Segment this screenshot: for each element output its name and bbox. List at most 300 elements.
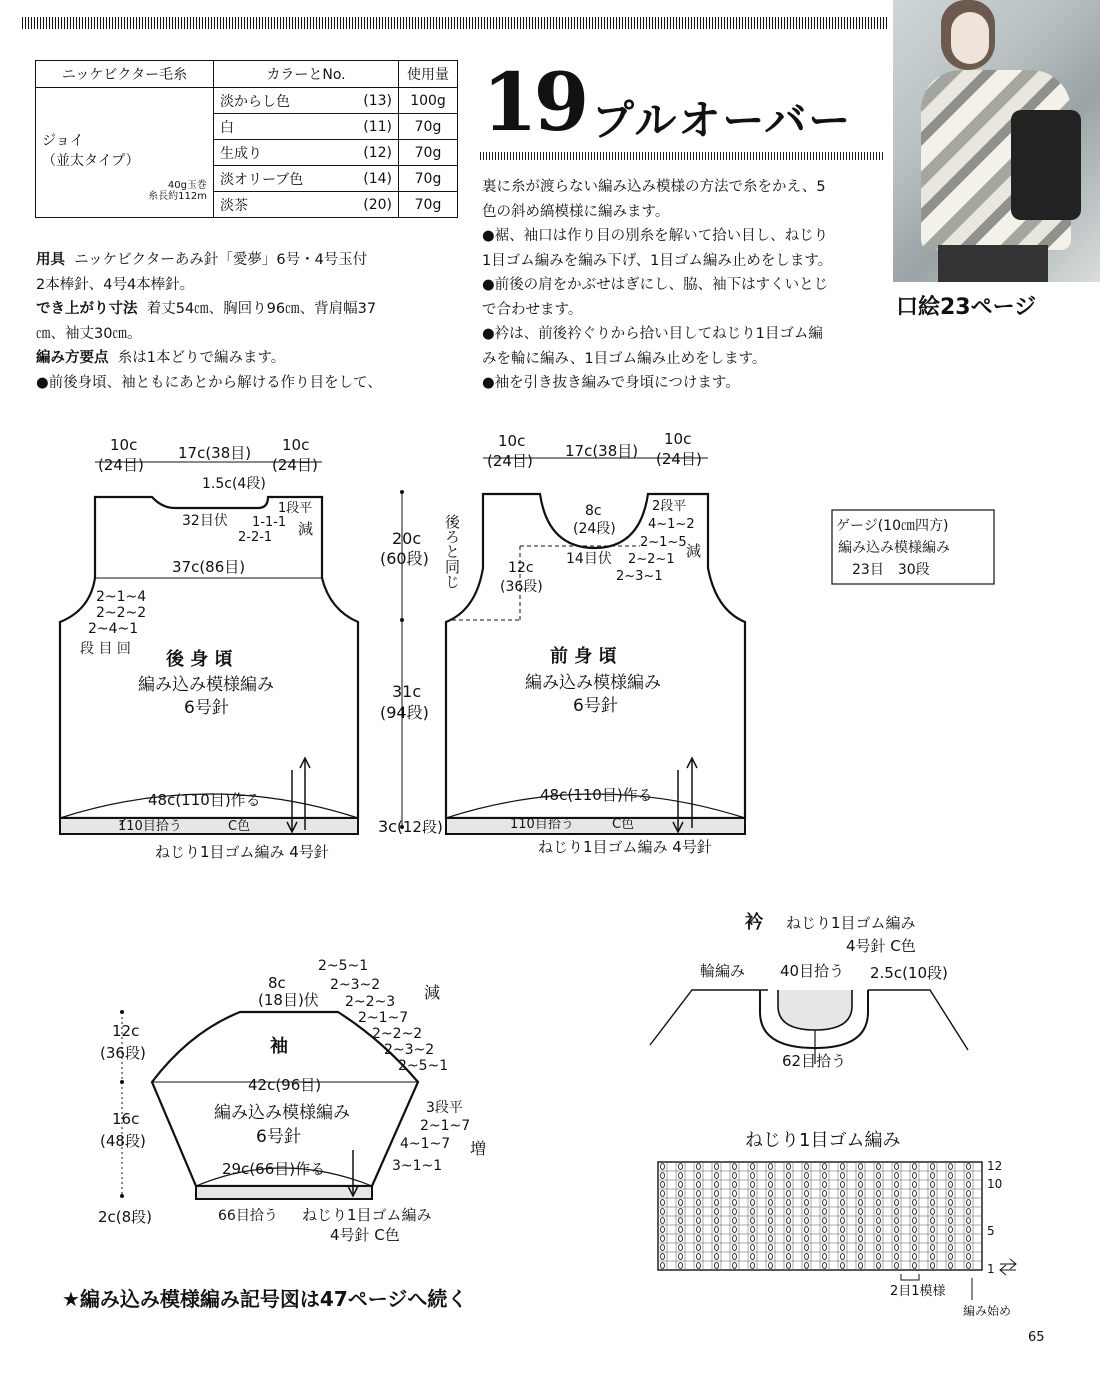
rib-chart-repeat: 2目1模様 <box>890 1284 946 1299</box>
twisted-knit-symbol <box>859 1227 863 1233</box>
twisted-knit-symbol <box>913 1209 917 1215</box>
front-neck-w: 8c <box>585 503 602 519</box>
twisted-knit-symbol <box>715 1209 719 1215</box>
twisted-knit-symbol <box>931 1227 935 1233</box>
twisted-knit-symbol <box>679 1209 683 1215</box>
sleeve-inc-2: 2~1~7 <box>420 1118 471 1134</box>
rib-chart-title: ねじり1目ゴム編み <box>745 1130 901 1151</box>
twisted-knit-symbol <box>679 1218 683 1224</box>
frontispiece-ref: 口絵23ページ <box>896 295 1037 320</box>
twisted-knit-symbol <box>949 1227 953 1233</box>
twisted-knit-symbol <box>823 1227 827 1233</box>
twisted-knit-symbol <box>823 1218 827 1224</box>
sleeve-dec-1: 2~5~1 <box>318 958 369 974</box>
twisted-knit-symbol <box>877 1209 881 1215</box>
twisted-knit-symbol <box>751 1209 755 1215</box>
twisted-knit-symbol <box>787 1236 791 1242</box>
twisted-knit-symbol <box>877 1200 881 1206</box>
back-width: 37c(86目) <box>172 558 246 576</box>
twisted-knit-symbol <box>769 1164 773 1170</box>
page-title: プルオーバー <box>592 96 853 145</box>
sleeve-pick-up: 66目拾う <box>218 1208 278 1224</box>
back-neck-bind: 32目伏 <box>182 513 228 529</box>
twisted-knit-symbol <box>949 1209 953 1215</box>
back-shoulder-right-sts: (24目) <box>272 456 318 474</box>
color-amount: 70g <box>399 140 458 166</box>
gauge-line1: 編み込み模様編み <box>838 540 950 556</box>
twisted-knit-symbol <box>841 1173 845 1179</box>
twisted-knit-symbol <box>805 1227 809 1233</box>
collar-back-pick: 40目拾う <box>780 962 845 980</box>
twisted-knit-symbol <box>859 1200 863 1206</box>
sleeve-dec-2: 2~3~2 <box>330 977 381 993</box>
twisted-knit-symbol <box>931 1263 935 1269</box>
color-no: (14) <box>346 166 399 192</box>
twisted-knit-symbol <box>733 1236 737 1242</box>
twisted-knit-symbol <box>805 1218 809 1224</box>
twisted-knit-symbol <box>931 1254 935 1260</box>
twisted-knit-symbol <box>841 1200 845 1206</box>
twisted-knit-symbol <box>967 1236 971 1242</box>
back-shoulder-left: 10c <box>110 436 138 454</box>
pattern-number: 19 <box>482 55 586 149</box>
twisted-knit-symbol <box>661 1218 665 1224</box>
twisted-knit-symbol <box>787 1227 791 1233</box>
sleeve-cap-height: 12c <box>112 1022 140 1040</box>
rib-rows: (12段) <box>397 818 443 836</box>
twisted-knit-symbol <box>787 1245 791 1251</box>
twisted-knit-symbol <box>751 1263 755 1269</box>
points-text: 糸は1本どりで編みます。 <box>117 350 286 366</box>
twisted-knit-symbol <box>913 1218 917 1224</box>
twisted-knit-symbol <box>913 1245 917 1251</box>
twisted-knit-symbol <box>715 1227 719 1233</box>
instruction-line: ●前後の肩をかぶせはぎにし、脇、袖下はすくいとじ <box>482 277 829 293</box>
twisted-knit-symbol <box>679 1227 683 1233</box>
twisted-knit-symbol <box>679 1164 683 1170</box>
sleeve-cap-rows: (36段) <box>100 1044 146 1062</box>
twisted-knit-symbol <box>697 1164 701 1170</box>
twisted-knit-symbol <box>931 1191 935 1197</box>
twisted-knit-symbol <box>949 1254 953 1260</box>
yarn-spec1: 40g玉巻 <box>167 180 207 191</box>
sleeve-dec-6: 2~3~2 <box>384 1042 435 1058</box>
rib-chart-row-10: 10 <box>987 1177 1003 1191</box>
twisted-knit-symbol <box>859 1236 863 1242</box>
collar-height: 2.5c(10段) <box>870 964 948 982</box>
twisted-knit-symbol <box>787 1173 791 1179</box>
twisted-knit-symbol <box>751 1164 755 1170</box>
twisted-knit-symbol <box>823 1173 827 1179</box>
twisted-knit-symbol <box>913 1227 917 1233</box>
sleeve-inc-4: 3~1~1 <box>392 1158 443 1174</box>
twisted-knit-symbol <box>949 1218 953 1224</box>
twisted-knit-symbol <box>751 1245 755 1251</box>
twisted-knit-symbol <box>949 1236 953 1242</box>
twisted-knit-symbol <box>787 1218 791 1224</box>
twisted-knit-symbol <box>859 1245 863 1251</box>
twisted-knit-symbol <box>895 1200 899 1206</box>
twisted-knit-symbol <box>733 1191 737 1197</box>
twisted-knit-symbol <box>787 1164 791 1170</box>
twisted-knit-symbol <box>769 1218 773 1224</box>
twisted-knit-symbol <box>877 1236 881 1242</box>
twisted-knit-symbol <box>895 1191 899 1197</box>
gauge-box <box>832 510 994 584</box>
back-body-diagram <box>60 436 358 861</box>
twisted-knit-symbol <box>895 1245 899 1251</box>
twisted-knit-symbol <box>733 1227 737 1233</box>
back-needle: 6号針 <box>184 698 229 718</box>
tools-text: ニッケビクターあみ針「愛夢」6号・4号玉付 <box>74 252 368 268</box>
back-dec-label: 減 <box>298 520 314 538</box>
color-name: 淡オリーブ色 <box>214 166 347 192</box>
twisted-knit-symbol <box>877 1191 881 1197</box>
twisted-knit-symbol <box>787 1191 791 1197</box>
twisted-knit-symbol <box>679 1191 683 1197</box>
back-rib-color: C色 <box>228 819 251 834</box>
twisted-knit-symbol <box>661 1164 665 1170</box>
back-pick-up: 110目拾う <box>118 819 182 834</box>
points-label: 編み方要点 <box>36 350 109 366</box>
front-neck-width: 17c(38目) <box>565 442 639 460</box>
sleeve-dec-5: 2~2~2 <box>372 1026 423 1042</box>
twisted-knit-symbol <box>805 1209 809 1215</box>
twisted-knit-symbol <box>715 1200 719 1206</box>
twisted-knit-symbol <box>877 1164 881 1170</box>
twisted-knit-symbol <box>697 1227 701 1233</box>
twisted-knit-symbol <box>661 1209 665 1215</box>
color-name: 白 <box>214 114 347 140</box>
twisted-knit-symbol <box>931 1182 935 1188</box>
color-amount: 70g <box>399 192 458 218</box>
size-label: でき上がり寸法 <box>36 301 138 317</box>
twisted-knit-symbol <box>823 1191 827 1197</box>
armhole-height: 20c <box>392 529 422 548</box>
twisted-knit-symbol <box>967 1254 971 1260</box>
twisted-knit-symbol <box>913 1191 917 1197</box>
twisted-knit-symbol <box>733 1263 737 1269</box>
twisted-knit-symbol <box>823 1245 827 1251</box>
front-needle: 6号針 <box>573 696 618 716</box>
twisted-knit-symbol <box>787 1182 791 1188</box>
size-text: 着丈54㎝、胸回り96㎝、背肩幅37 <box>146 301 377 317</box>
twisted-knit-symbol <box>733 1209 737 1215</box>
twisted-knit-symbol <box>805 1245 809 1251</box>
rib-chart-row-12: 12 <box>987 1159 1003 1173</box>
twisted-knit-symbol <box>895 1236 899 1242</box>
twisted-knit-symbol <box>751 1182 755 1188</box>
front-dec-label: 減 <box>686 542 702 560</box>
twisted-knit-symbol <box>769 1191 773 1197</box>
twisted-knit-symbol <box>769 1245 773 1251</box>
collar-title: 衿 <box>745 912 763 933</box>
twisted-knit-symbol <box>715 1191 719 1197</box>
color-no: (13) <box>346 88 399 114</box>
back-arm-4: 段 目 回 <box>80 641 131 657</box>
page-number: 65 <box>1028 1330 1045 1345</box>
front-neck-bind: 14目伏 <box>566 551 612 567</box>
twisted-knit-symbol <box>967 1263 971 1269</box>
twisted-knit-symbol <box>733 1218 737 1224</box>
sleeve-width: 42c(96目) <box>248 1076 322 1094</box>
twisted-knit-symbol <box>859 1254 863 1260</box>
twisted-knit-symbol <box>733 1182 737 1188</box>
twisted-knit-symbol <box>823 1200 827 1206</box>
twisted-knit-symbol <box>661 1245 665 1251</box>
twisted-knit-symbol <box>841 1218 845 1224</box>
twisted-knit-symbol <box>931 1245 935 1251</box>
twisted-knit-symbol <box>877 1227 881 1233</box>
twisted-knit-symbol <box>769 1254 773 1260</box>
twisted-knit-symbol <box>895 1218 899 1224</box>
rib-chart-row-5: 5 <box>987 1224 995 1238</box>
twisted-knit-symbol <box>661 1236 665 1242</box>
twisted-knit-symbol <box>697 1245 701 1251</box>
twisted-knit-symbol <box>913 1182 917 1188</box>
front-shoulder-left: 10c <box>498 432 526 450</box>
sleeve-body-rows: (48段) <box>100 1132 146 1150</box>
twisted-knit-symbol <box>895 1209 899 1215</box>
sleeve-cast-on: 29c(66目)作る <box>222 1160 326 1178</box>
twisted-knit-symbol <box>967 1227 971 1233</box>
twisted-knit-symbol <box>877 1263 881 1269</box>
twisted-knit-symbol <box>661 1263 665 1269</box>
twisted-knit-symbol <box>679 1254 683 1260</box>
twisted-knit-symbol <box>787 1209 791 1215</box>
twisted-knit-symbol <box>859 1182 863 1188</box>
sleeve-top-bind: (18目)伏 <box>258 991 319 1009</box>
twisted-knit-symbol <box>895 1182 899 1188</box>
front-dec-4: 2~2~1 <box>628 552 675 567</box>
gauge-title: ゲージ(10㎝四方) <box>836 518 949 534</box>
yarn-type: （並太タイプ） <box>42 153 140 169</box>
twisted-knit-symbol <box>859 1164 863 1170</box>
sleeve-dec-3: 2~2~3 <box>345 994 396 1010</box>
front-dec-1: 2段平 <box>652 499 687 514</box>
tools-text-2: 2本棒針、4号4本棒針。 <box>36 276 195 293</box>
front-rib: ねじり1目ゴム編み 4号針 <box>538 838 712 856</box>
twisted-knit-symbol <box>841 1209 845 1215</box>
twisted-knit-symbol <box>697 1254 701 1260</box>
twisted-knit-symbol <box>733 1200 737 1206</box>
back-neck-width: 17c(38目) <box>178 444 252 462</box>
twisted-knit-symbol <box>661 1254 665 1260</box>
sleeve-rib-1: ねじり1目ゴム編み <box>302 1206 432 1224</box>
twisted-knit-symbol <box>967 1182 971 1188</box>
twisted-knit-symbol <box>661 1173 665 1179</box>
twisted-knit-symbol <box>823 1182 827 1188</box>
twisted-knit-symbol <box>931 1200 935 1206</box>
twisted-knit-symbol <box>841 1191 845 1197</box>
back-rib: ねじり1目ゴム編み 4号針 <box>155 843 329 861</box>
twisted-knit-symbol <box>697 1191 701 1197</box>
twisted-knit-symbol <box>715 1182 719 1188</box>
twisted-knit-symbol <box>841 1263 845 1269</box>
sleeve-inc-3: 4~1~7 <box>400 1136 451 1152</box>
twisted-knit-symbol <box>967 1164 971 1170</box>
twisted-knit-symbol <box>697 1218 701 1224</box>
twisted-knit-symbol <box>769 1236 773 1242</box>
twisted-knit-symbol <box>787 1200 791 1206</box>
twisted-knit-symbol <box>751 1173 755 1179</box>
twisted-knit-symbol <box>715 1164 719 1170</box>
rib-height: 3c <box>378 817 397 836</box>
sleeve-top-width: 8c <box>268 974 286 992</box>
twisted-knit-symbol <box>679 1263 683 1269</box>
front-shoulder-right: 10c <box>664 430 692 448</box>
collar-round: 輪編み <box>700 962 746 980</box>
front-dec-3: 2~1~5 <box>640 535 687 550</box>
twisted-knit-symbol <box>823 1236 827 1242</box>
sleeve-dec-label: 減 <box>424 983 441 1002</box>
twisted-knit-symbol <box>751 1218 755 1224</box>
collar-front-pick: 62目拾う <box>782 1052 847 1070</box>
twisted-knit-symbol <box>769 1182 773 1188</box>
yarn-header-brand: ニッケビクター毛糸 <box>36 61 214 88</box>
twisted-knit-symbol <box>913 1173 917 1179</box>
twisted-knit-symbol <box>805 1173 809 1179</box>
color-no: (11) <box>346 114 399 140</box>
points-text-2: ●前後身頃、袖ともにあとから解ける作り目をして、 <box>36 374 382 391</box>
twisted-knit-symbol <box>895 1173 899 1179</box>
continuation-note: ★編み込み模様編み記号図は47ページへ続く <box>62 1287 468 1311</box>
twisted-knit-symbol <box>697 1200 701 1206</box>
front-rib-color: C色 <box>612 817 635 832</box>
back-pattern: 編み込み模様編み <box>138 675 274 695</box>
twisted-knit-symbol <box>805 1200 809 1206</box>
twisted-knit-symbol <box>931 1218 935 1224</box>
twisted-knit-symbol <box>949 1245 953 1251</box>
twisted-knit-symbol <box>805 1236 809 1242</box>
sleeve-diagram <box>98 958 486 1244</box>
twisted-knit-symbol <box>715 1263 719 1269</box>
back-shoulder-right: 10c <box>282 436 310 454</box>
twisted-knit-symbol <box>967 1173 971 1179</box>
twisted-knit-symbol <box>823 1254 827 1260</box>
twisted-knit-symbol <box>895 1227 899 1233</box>
twisted-knit-symbol <box>913 1236 917 1242</box>
rib-chart-row-1: 1 <box>987 1262 995 1276</box>
collar-rib: ねじり1目ゴム編み <box>786 914 916 932</box>
back-arm-2: 2~2~2 <box>96 605 147 621</box>
twisted-knit-symbol <box>805 1182 809 1188</box>
color-amount: 70g <box>399 166 458 192</box>
front-name: 前 身 頃 <box>550 646 617 667</box>
color-amount: 70g <box>399 114 458 140</box>
repeat-bracket <box>901 1274 919 1280</box>
twisted-knit-symbol <box>679 1236 683 1242</box>
sleeve-pattern: 編み込み模様編み <box>214 1103 350 1123</box>
twisted-knit-symbol <box>877 1254 881 1260</box>
twisted-knit-symbol <box>859 1173 863 1179</box>
body-rows: (94段) <box>380 703 429 722</box>
back-shoulder-left-sts: (24目) <box>98 456 144 474</box>
rib-chart <box>658 1130 1016 1318</box>
twisted-knit-symbol <box>859 1191 863 1197</box>
collar-needle: 4号針 C色 <box>846 937 916 955</box>
twisted-knit-symbol <box>949 1263 953 1269</box>
front-pick-up: 110目拾う <box>510 817 574 832</box>
twisted-knit-symbol <box>715 1254 719 1260</box>
size-text-2: ㎝、袖丈30㎝。 <box>36 325 142 342</box>
twisted-knit-symbol <box>913 1254 917 1260</box>
back-name: 後 身 頃 <box>166 649 233 670</box>
twisted-knit-symbol <box>751 1254 755 1260</box>
sleeve-cuff-height: 2c(8段) <box>98 1208 153 1226</box>
front-pattern: 編み込み模様編み <box>525 673 661 693</box>
twisted-knit-symbol <box>733 1164 737 1170</box>
front-dec-5: 2~3~1 <box>616 569 663 584</box>
twisted-knit-symbol <box>949 1164 953 1170</box>
back-dec-3: 2-2-1 <box>238 530 273 545</box>
back-cast-on: 48c(110目)作る <box>148 791 261 809</box>
instruction-line: 1目ゴム編みを編み下げ、1目ゴム編み止めをします。 <box>482 252 833 269</box>
front-neck-rows: (24段) <box>573 521 616 537</box>
twisted-knit-symbol <box>679 1200 683 1206</box>
twisted-knit-symbol <box>679 1173 683 1179</box>
twisted-knit-symbol <box>877 1182 881 1188</box>
twisted-knit-symbol <box>715 1245 719 1251</box>
twisted-knit-symbol <box>967 1200 971 1206</box>
twisted-knit-symbol <box>751 1191 755 1197</box>
twisted-knit-symbol <box>931 1173 935 1179</box>
twisted-knit-symbol <box>877 1218 881 1224</box>
twisted-knit-symbol <box>949 1182 953 1188</box>
color-name: 生成り <box>214 140 347 166</box>
twisted-knit-symbol <box>733 1245 737 1251</box>
twisted-knit-symbol <box>733 1254 737 1260</box>
twisted-knit-symbol <box>841 1227 845 1233</box>
twisted-knit-symbol <box>751 1227 755 1233</box>
twisted-knit-symbol <box>697 1182 701 1188</box>
twisted-knit-symbol <box>769 1209 773 1215</box>
yarn-header-amount: 使用量 <box>399 61 458 88</box>
twisted-knit-symbol <box>697 1173 701 1179</box>
twisted-knit-symbol <box>967 1218 971 1224</box>
collar-diagram <box>650 911 968 1070</box>
back-arm-1: 2~1~4 <box>96 589 147 605</box>
twisted-knit-symbol <box>751 1236 755 1242</box>
twisted-knit-symbol <box>967 1245 971 1251</box>
tools-label: 用具 <box>36 252 65 268</box>
sleeve-body-height: 16c <box>112 1110 140 1128</box>
armhole-rows: (60段) <box>380 549 429 568</box>
twisted-knit-symbol <box>769 1173 773 1179</box>
twisted-knit-symbol <box>751 1200 755 1206</box>
twisted-knit-symbol <box>841 1245 845 1251</box>
twisted-knit-symbol <box>769 1227 773 1233</box>
twisted-knit-symbol <box>697 1263 701 1269</box>
sleeve-dec-4: 2~1~7 <box>358 1010 409 1026</box>
instruction-line: 色の斜め縞模様に編みます。 <box>482 203 670 220</box>
sleeve-name: 袖 <box>270 1036 288 1057</box>
twisted-knit-symbol <box>967 1191 971 1197</box>
twisted-knit-symbol <box>913 1200 917 1206</box>
twisted-knit-symbol <box>841 1164 845 1170</box>
twisted-knit-symbol <box>841 1254 845 1260</box>
twisted-knit-symbol <box>769 1263 773 1269</box>
twisted-knit-symbol <box>787 1254 791 1260</box>
sleeve-inc-label: 増 <box>470 1139 487 1158</box>
sleeve-dec-7: 2~5~1 <box>398 1058 449 1074</box>
rib-chart-start: 編み始め <box>963 1304 1012 1318</box>
front-dec-2: 4~1~2 <box>648 517 695 532</box>
twisted-knit-symbol <box>931 1164 935 1170</box>
gauge-line2: 23目 30段 <box>852 562 930 578</box>
twisted-knit-symbol <box>895 1254 899 1260</box>
sleeve-inc-1: 3段平 <box>426 1100 463 1116</box>
